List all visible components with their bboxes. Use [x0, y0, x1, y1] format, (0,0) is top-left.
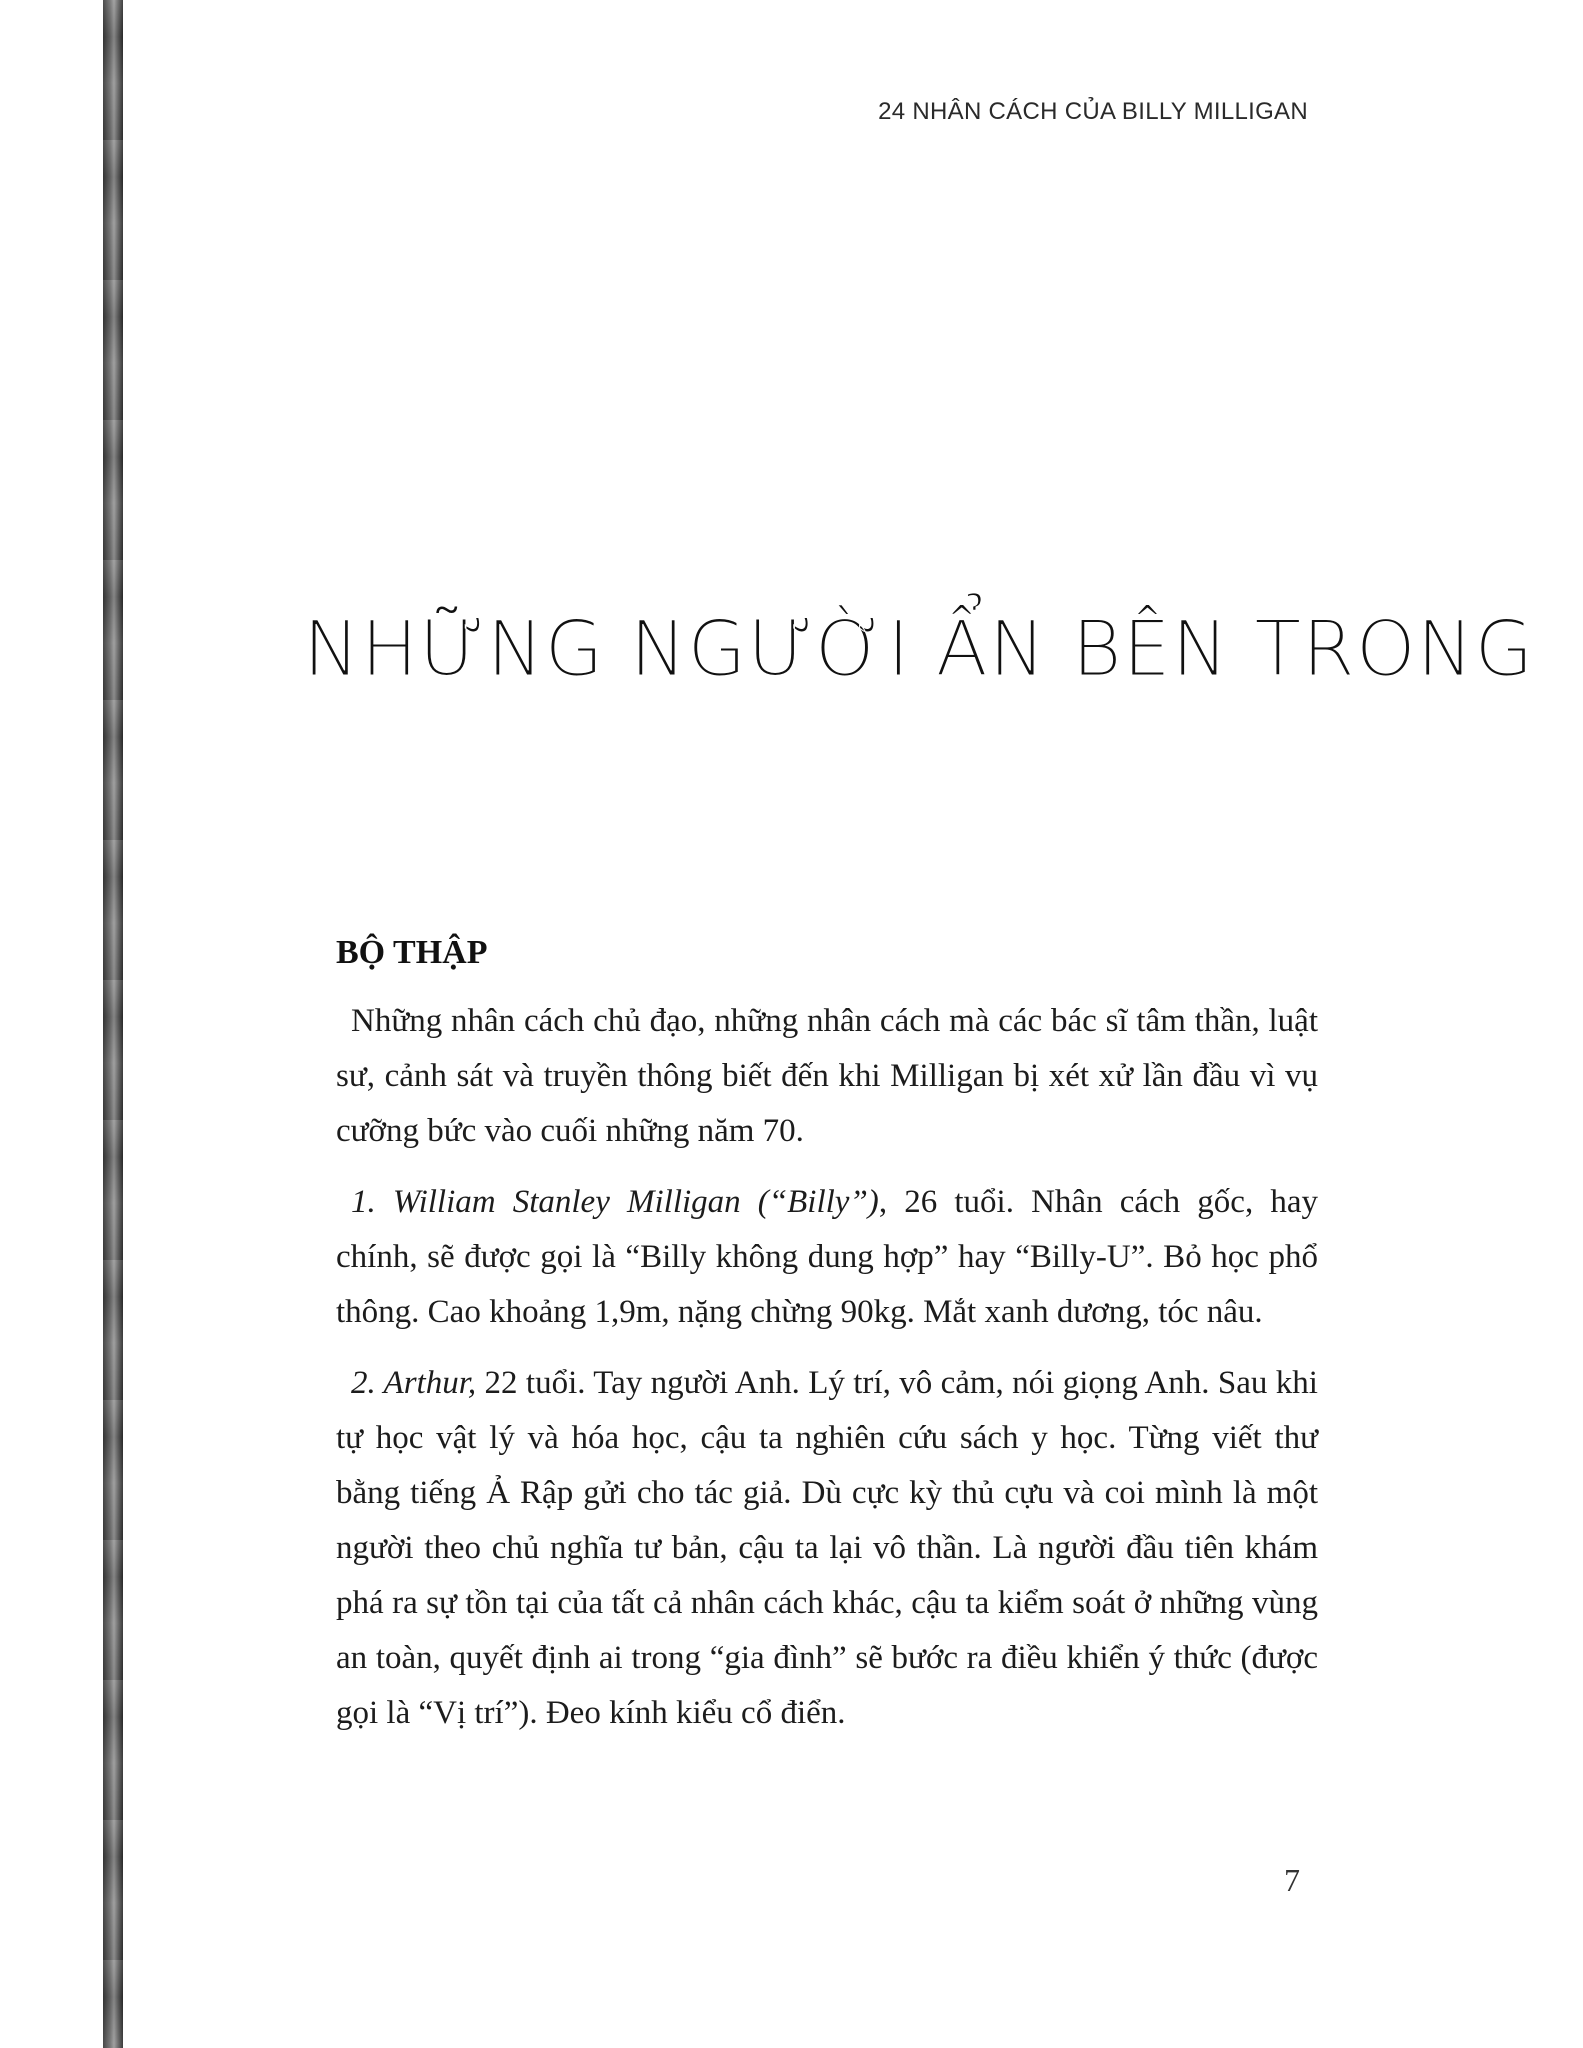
entry-paragraph-2 [336, 1356, 1318, 1741]
running-header: 24 NHÂN CÁCH CỦA BILLY MILLIGAN [878, 98, 1308, 125]
entry-text-arthur: 22 tuổi. Tay người Anh. Lý trí, vô cảm, nói giọng Anh. Sau khi tự học vật lý và hóa học, cậu ta nghiên cứu sách y học. Từng viết thư bằng tiếng Ả Rập gửi cho tác giả. Dù cực kỳ thủ cựu và coi mình là một người theo chủ nghĩa tư bản, cậu ta lại vô thần. Là người đầu tiên khám phá ra sự tồn tại của tất cả nhân cách khác, cậu ta kiểm soát ở những vùng an toàn, quyết định ai trong “gia đình” sẽ bước ra điều khiển ý thức (được gọi là “Vị trí”). Đeo kính kiểu cổ điển. [336, 1365, 1318, 1731]
section-heading: BỘ THẬP [336, 934, 488, 971]
book-spine-edge [103, 0, 123, 2048]
entry-paragraph-1 [336, 1175, 1318, 1340]
chapter-title: NHỮNG NGƯỜI ẨN BÊN TRONG [303, 604, 1535, 693]
entry-text-billy: , 26 tuổi. Nhân cách gốc, hay chính, sẽ được gọi là “Billy không dung hợp” hay “Billy-U”. Bỏ học phổ thông. Cao khoảng 1,9m, nặng chừng 90kg. Mắt xanh dương, tóc nâu. [336, 1184, 1318, 1330]
main-text [336, 934, 1318, 1757]
intro-text: Những nhân cách chủ đạo, những nhân cách mà các bác sĩ tâm thần, luật sư, cảnh sát và truyền thông biết đến khi Milligan bị xét xử lần đầu vì vụ cưỡng bức vào cuối những năm 70. [336, 1003, 1318, 1149]
entry-name-billy: 1. William Stanley Milligan (“Billy”) [351, 1184, 879, 1220]
page-number: 7 [1284, 1862, 1300, 1898]
entry-name-arthur: 2. Arthur, [351, 1365, 477, 1401]
intro-paragraph [336, 994, 1318, 1159]
